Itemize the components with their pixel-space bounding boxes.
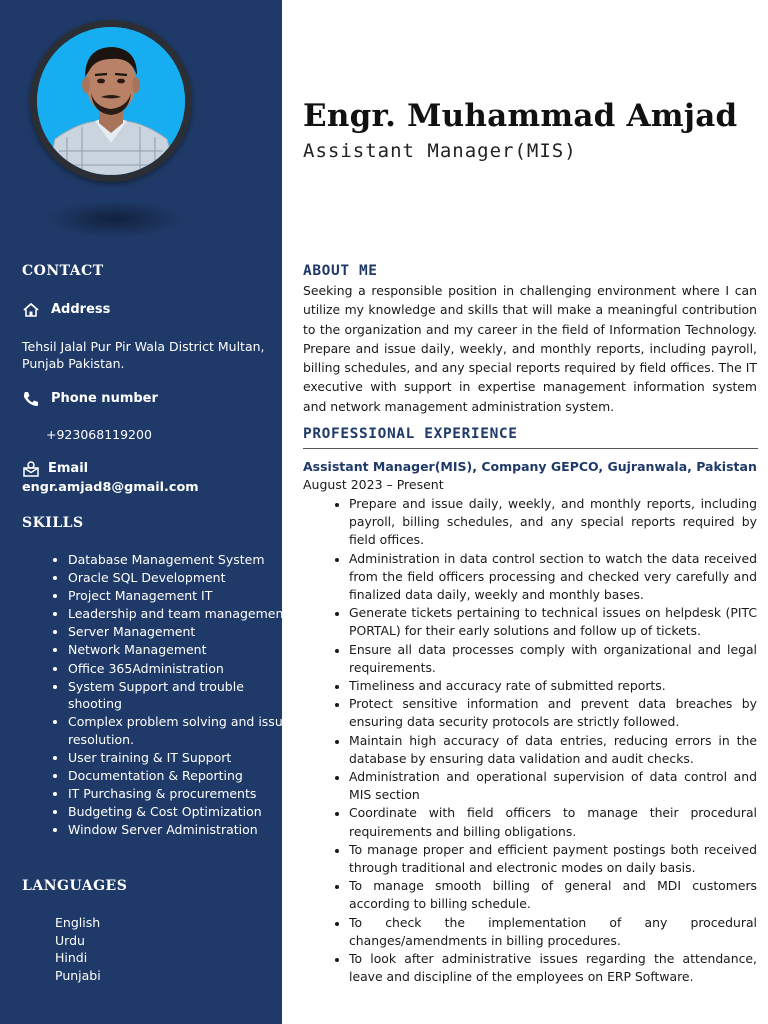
language-item: Urdu <box>55 932 85 948</box>
profile-photo <box>37 27 185 175</box>
skill-item: • Project Management IT <box>68 587 293 605</box>
duty-item: • To manage smooth billing of general and MDI customers according to billing schedule. <box>349 877 757 913</box>
email-label: Email <box>48 461 89 476</box>
skill-item: • Budgeting & Cost Optimization <box>68 803 293 821</box>
email-address[interactable]: engr.amjad8@gmail.com <box>22 480 199 495</box>
address-line-1: Tehsil Jalal Pur Pir Wala District Multan, <box>22 339 265 354</box>
skill-item: • Network Management <box>68 641 293 659</box>
skill-item: • Complex problem solving and issue resolution. <box>68 713 293 748</box>
job-dates: August 2023 – Present <box>303 477 444 492</box>
duty-item: • Coordinate with field officers to manage their procedural requirements and billing obligations. <box>349 804 757 840</box>
phone-number[interactable]: +923068119200 <box>46 427 152 442</box>
skill-item: • Leadership and team management <box>68 605 293 623</box>
duty-item: • Generate tickets pertaining to technical issues on helpdesk (PITC PORTAL) for their early solutions and follow up of tickets. <box>349 604 757 640</box>
about-text: Seeking a responsible position in challenging environment where I can utilize my knowledge and skills that will make a meaningful contribution to the organization and my career in the field of Information Technology. Prepare and issue daily, weekly, and monthly reports, including payroll, billing schedules, and any special reports required by field offices. The IT executive with support in expertise management information system and network management administration system. <box>303 283 757 414</box>
languages-list <box>55 914 101 984</box>
skill-item: • Office 365Administration <box>68 660 293 678</box>
duty-item: • Administration in data control section to watch the data received from the field officers processing and checked very carefully and finalized data daily, weekly and monthly bases. <box>349 550 757 605</box>
skill-item: • User training & IT Support <box>68 749 293 767</box>
skill-item: • Window Server Administration <box>68 821 293 839</box>
duty-item: • Protect sensitive information and prevent data breaches by ensuring data security protocols are strictly followed. <box>349 695 757 731</box>
duty-item: • To check the implementation of any procedural changes/amendments in billing procedures. <box>349 914 757 950</box>
skill-item: • Oracle SQL Development <box>68 569 293 587</box>
language-item: English <box>55 915 101 930</box>
language-item: Hindi <box>55 950 88 966</box>
candidate-title: Assistant Manager(MIS) <box>303 140 577 162</box>
skills-list <box>46 551 293 839</box>
duty-item: • Ensure all data processes comply with organizational and legal requirements. <box>349 641 757 677</box>
phone-icon <box>22 390 40 408</box>
skills-heading: SKILLS <box>22 515 84 531</box>
about-heading: ABOUT ME <box>303 263 378 279</box>
skill-item: • Documentation & Reporting <box>68 767 293 785</box>
duty-item: • Prepare and issue daily, weekly, and monthly reports, including payroll, billing schedules, and any special reports required by field offices. <box>349 495 757 550</box>
language-item: Punjabi <box>55 967 101 983</box>
email-icon <box>22 460 40 478</box>
skill-item: • Server Management <box>68 623 293 641</box>
job-title: Assistant Manager(MIS), Company GEPCO, Gujranwala, Pakistan <box>303 459 757 474</box>
duty-item: • To look after administrative issues regarding the attendance, leave and discipline of the employees on ERP Software. <box>349 950 757 986</box>
profile-photo-frame <box>30 20 192 182</box>
address-label: Address <box>51 302 111 317</box>
experience-heading: PROFESSIONAL EXPERIENCE <box>303 426 518 442</box>
candidate-name: Engr. Muhammad Amjad <box>303 98 738 134</box>
contact-heading: CONTACT <box>22 263 104 279</box>
duty-item: • Maintain high accuracy of data entries, reducing errors in the database by ensuring data validation and audit checks. <box>349 732 757 768</box>
photo-shadow <box>45 200 185 238</box>
skill-item: • System Support and trouble shooting <box>68 678 293 713</box>
address-line-2: Punjab Pakistan. <box>22 356 125 371</box>
section-divider <box>303 448 758 449</box>
duty-item: • To manage proper and efficient payment postings both received through traditional and electronic modes on daily basis. <box>349 841 757 877</box>
skill-item: • Database Management System <box>68 551 293 569</box>
skill-item: • IT Purchasing & procurements <box>68 785 293 803</box>
duties-list <box>349 495 757 986</box>
phone-label: Phone number <box>51 391 158 406</box>
home-icon <box>22 301 40 319</box>
languages-heading: LANGUAGES <box>22 878 128 894</box>
sidebar <box>0 0 291 1024</box>
duty-item: • Timeliness and accuracy rate of submitted reports. <box>349 677 757 695</box>
duty-item: • Administration and operational supervision of data control and MIS section <box>349 768 757 804</box>
